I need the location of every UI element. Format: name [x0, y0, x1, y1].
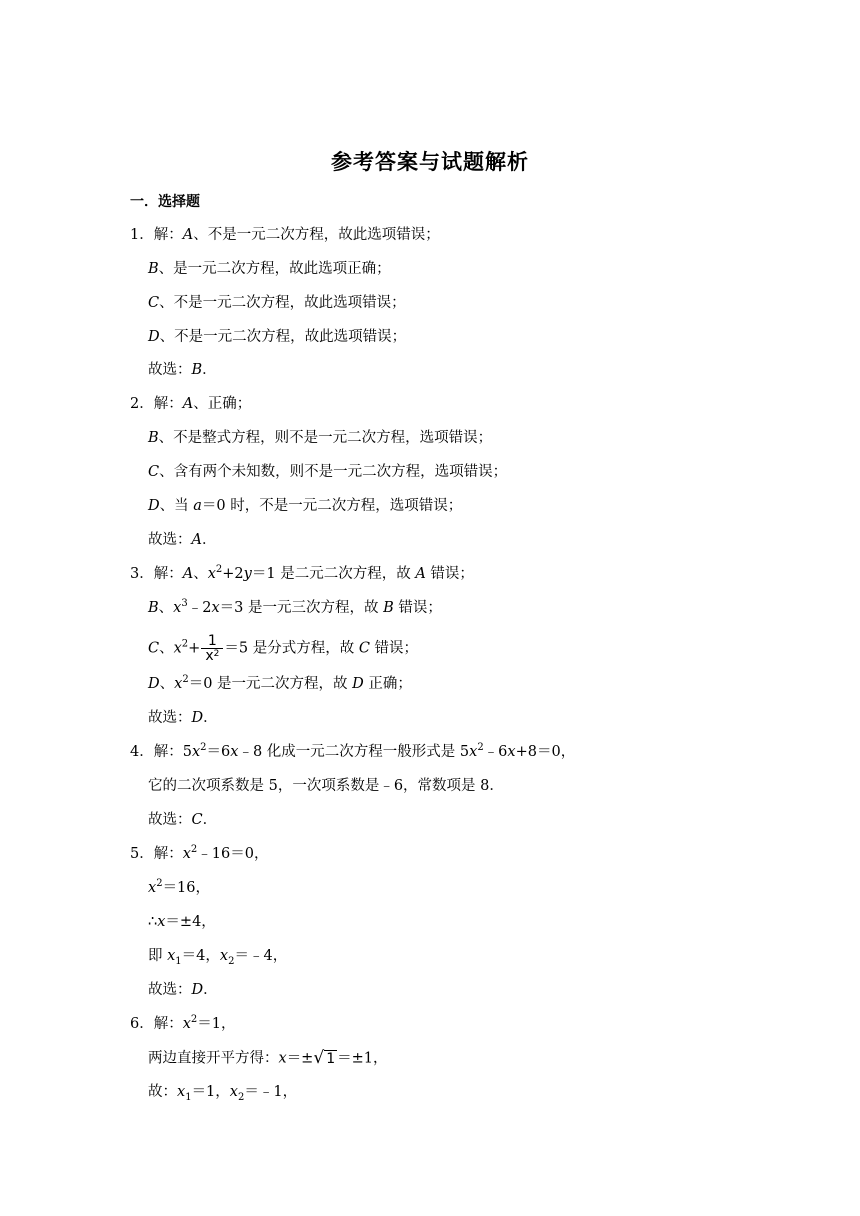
- q6-line-1: 6．解：$x^2=1$，: [130, 1014, 236, 1032]
- page-title: 参考答案与试题解析: [331, 150, 529, 174]
- q3-line-d: D、$x^2=0$ 是一元二次方程，故 D 正确；: [148, 674, 412, 692]
- square-root: √ 1: [313, 1048, 336, 1068]
- q5-line-1: 5．解：$x^2﹣16=0$，: [130, 844, 269, 862]
- q4-line-2: 它的二次项系数是 5，一次项系数是﹣6，常数项是 8．: [148, 778, 504, 794]
- q1-line-c: C、不是一元二次方程，故此选项错误；: [148, 295, 406, 311]
- q1-line-b: B、是一元二次方程，故此选项正确；: [148, 261, 391, 277]
- q2-line-d: D、当 a＝0 时，不是一元二次方程，选项错误；: [148, 498, 463, 514]
- q3-line-b: B、$x^3﹣2x=3$ 是一元三次方程，故 B 错误；: [148, 598, 442, 616]
- q4-answer: 故选：C．: [148, 812, 218, 828]
- q2-line-a: 2．解：A、正确；: [130, 396, 252, 412]
- q6-line-3: 故：$x_1=1$，$x_2=﹣1$，: [148, 1084, 298, 1103]
- q2-line-b: B、不是整式方程，则不是一元二次方程，选项错误；: [148, 430, 493, 446]
- q3-answer: 故选：D．: [148, 710, 218, 726]
- fraction: $\frac{1}{x^2}$: [201, 634, 223, 663]
- q4-line-1: 4．解：$5x^2=6x﹣8$ 化成一元二次方程一般形式是 $5x^2﹣6x+8=0$，: [130, 742, 576, 760]
- q5-line-4: 即 $x_1=4$，$x_2=﹣4$，: [148, 948, 288, 967]
- q2-line-c: C、含有两个未知数，则不是一元二次方程，选项错误；: [148, 464, 508, 480]
- q6-line-2: 两边直接开平方得：x＝±√ 1 ＝±1，: [148, 1048, 388, 1068]
- q5-answer: 故选：D．: [148, 982, 218, 998]
- q1-line-a: 1．解：A、不是一元二次方程，故此选项错误；: [130, 227, 440, 243]
- q3-line-a: 3．解：A、$x^2+2y=1$ 是二元二次方程，故 A 错误；: [130, 564, 474, 582]
- q5-line-3: ∴x＝±4，: [148, 914, 216, 930]
- q1-line-d: D、不是一元二次方程，故此选项错误；: [148, 329, 407, 345]
- section-heading: 一．选择题: [130, 194, 200, 210]
- q1-answer: 故选：B．: [148, 362, 217, 378]
- q5-line-2: $x^2=16$，: [148, 878, 211, 896]
- q2-answer: 故选：A．: [148, 532, 217, 548]
- q3-line-c: C、$x^2+$ $\frac{1}{x^2}$ ＝5 是分式方程，故 C 错误；: [148, 633, 419, 664]
